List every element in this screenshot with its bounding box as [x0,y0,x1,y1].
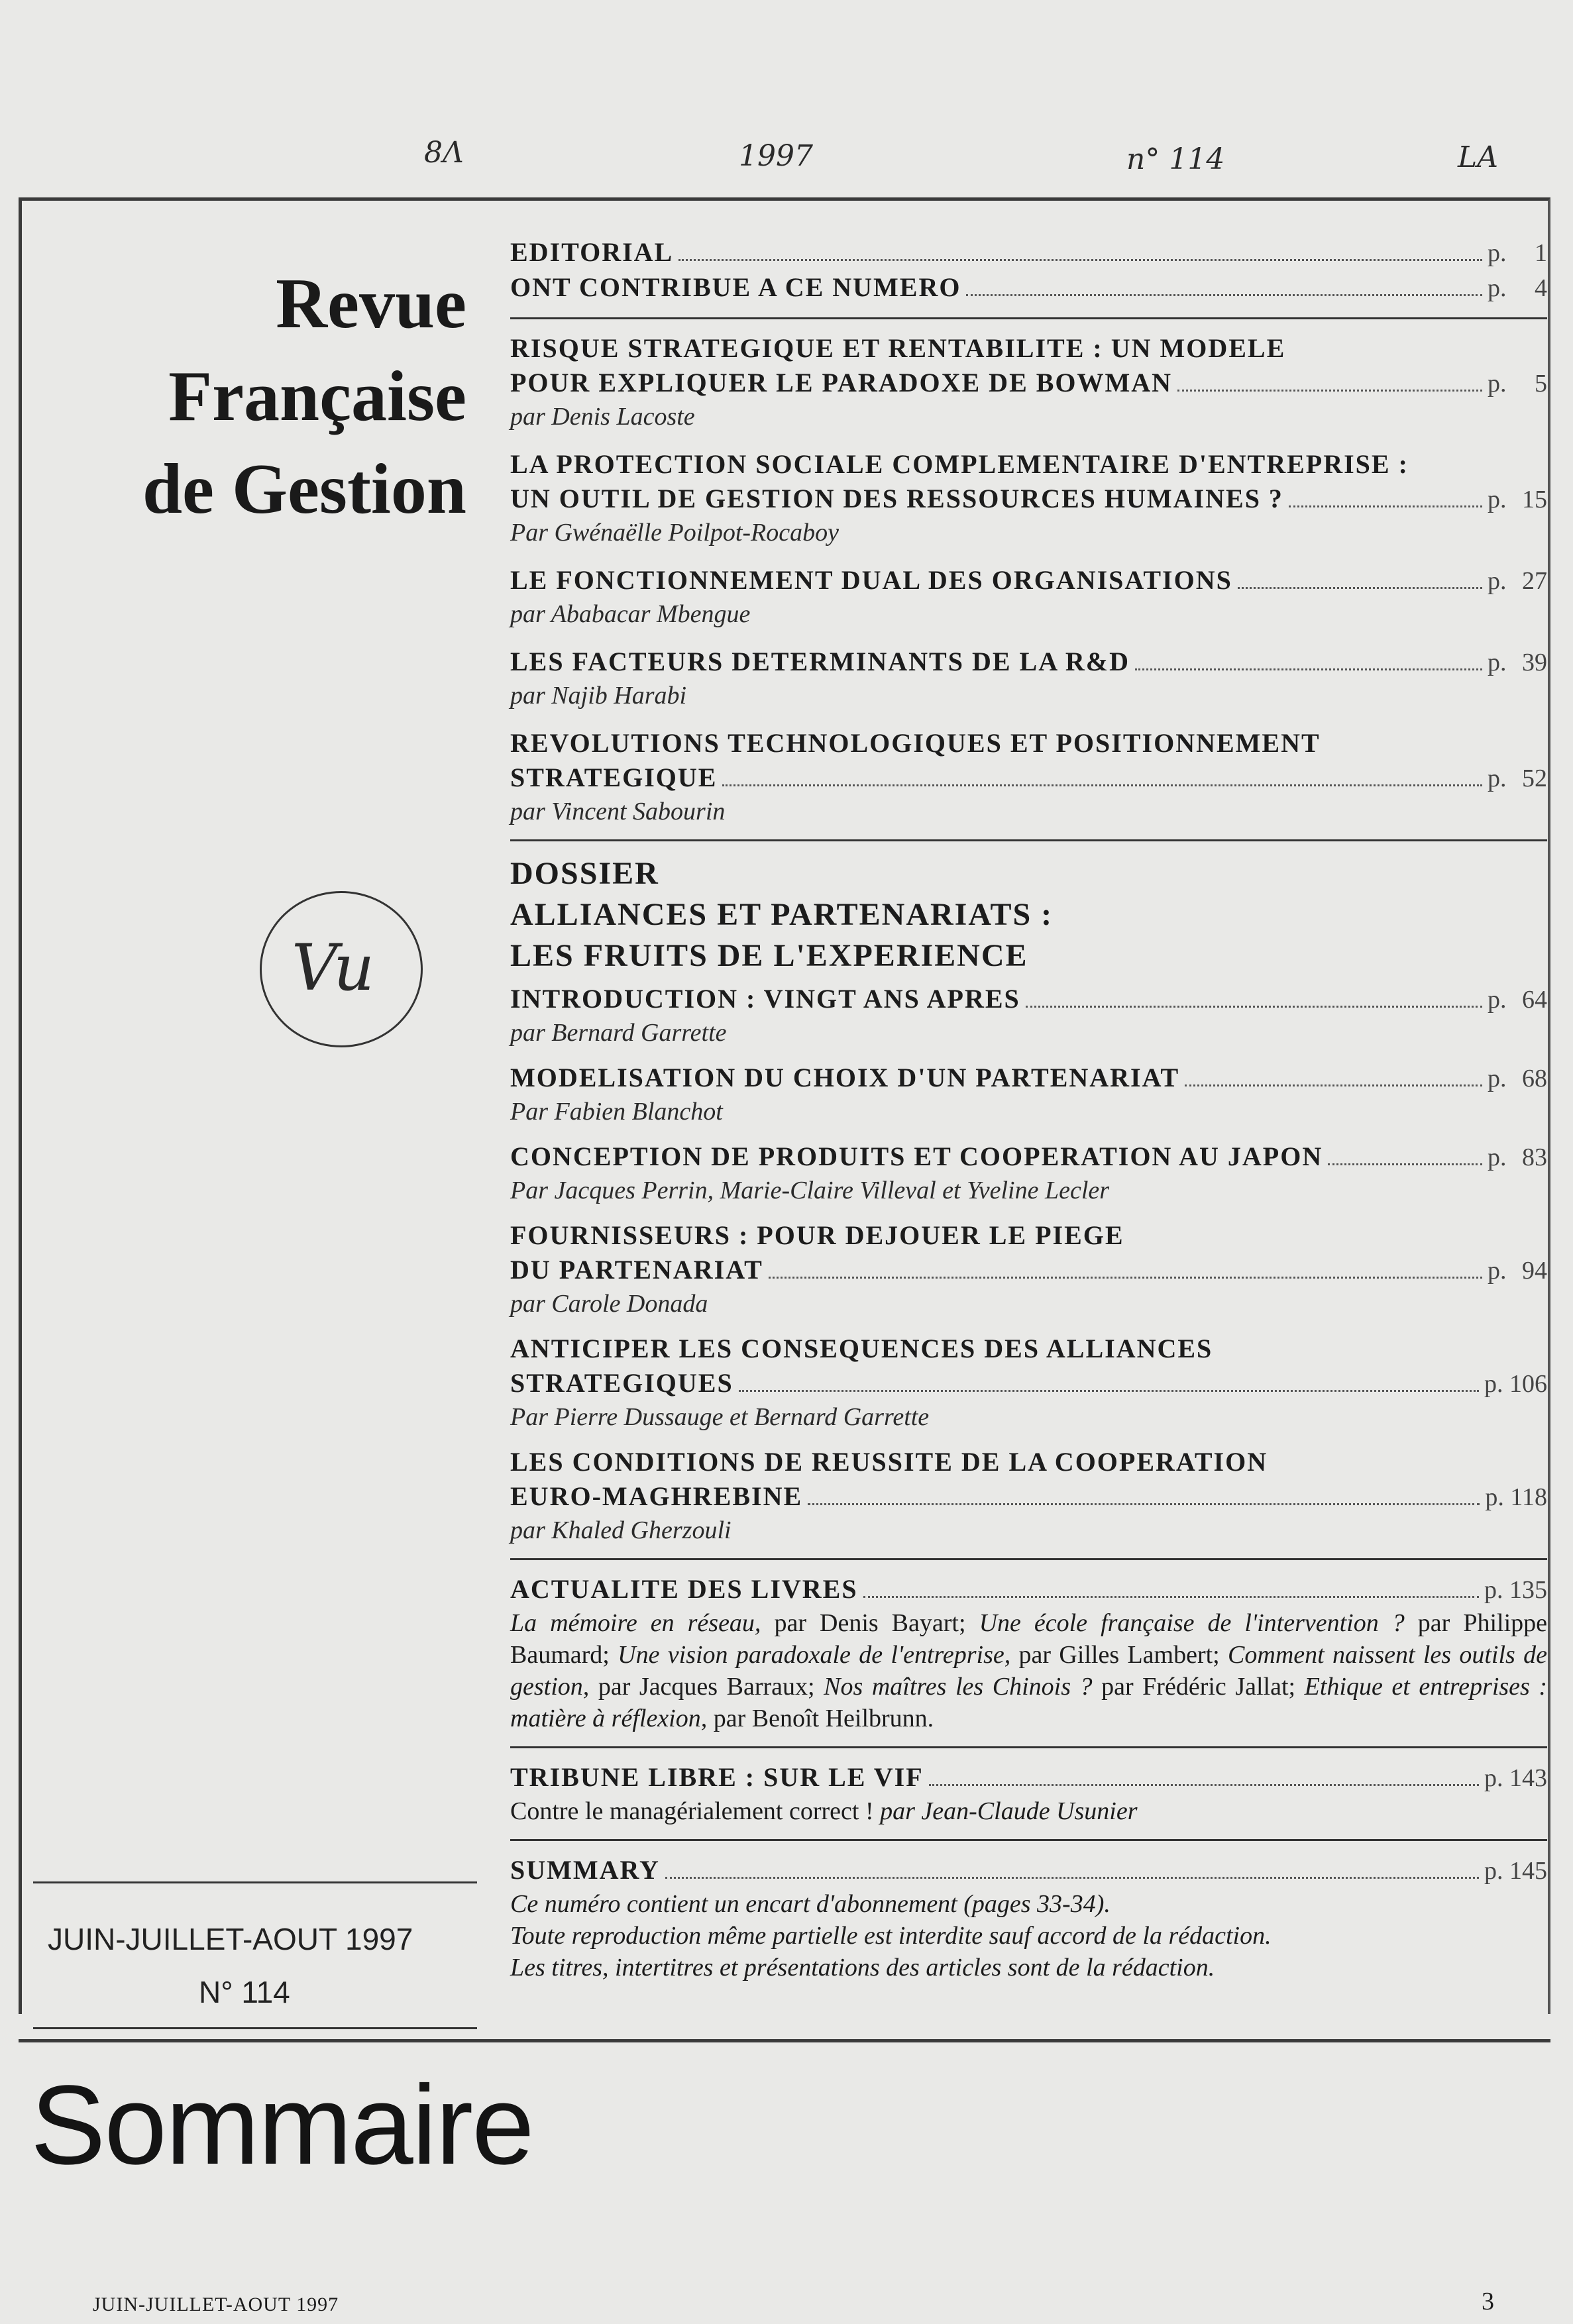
toc-entry-article[interactable] [510,563,1547,630]
section-divider [510,1558,1547,1560]
dot-leader [739,1390,1479,1392]
handwritten-year: 1997 [739,139,813,173]
toc-entry-summary[interactable] [510,1853,1547,1983]
toc-page: p. 83 [1488,1143,1547,1171]
toc-page: p. 4 [1488,274,1547,302]
toc-title-line: TRIBUNE LIBRE : SUR LE VIF [510,1762,924,1792]
toc-entry-dossier[interactable] [510,1218,1547,1320]
section-divider [510,317,1547,319]
left-rule-bottom [33,2027,477,2029]
toc-page: p. 135 [1484,1576,1547,1604]
dot-leader [1135,668,1482,670]
handwritten-number: n° 114 [1126,142,1225,176]
frame-bottom-rule [19,2039,1550,2042]
dot-leader [665,1877,1479,1879]
toc-title-line: UN OUTIL DE GESTION DES RESSOURCES HUMAINES ? [510,484,1283,513]
masthead-line-1: Revue [276,264,466,343]
toc-entry-article[interactable] [510,645,1547,712]
toc-page: p. 64 [1488,986,1547,1014]
dot-leader [722,784,1482,786]
toc-title-line: POUR EXPLIQUER LE PARADOXE DE BOWMAN [510,368,1173,397]
toc-entry-article[interactable] [510,726,1547,827]
toc-page: p. 106 [1484,1370,1547,1398]
dot-leader [966,294,1482,296]
dossier-label: DOSSIER [510,856,659,891]
dot-leader [1289,505,1482,507]
footer-page-number: 3 [1482,2288,1494,2315]
titles-note: Les titres, intertitres et présentations des articles sont de la rédaction. [510,1954,1215,1981]
left-rule-top [33,1881,477,1883]
sommaire-heading: Sommaire [30,2062,533,2188]
toc-page: p. 94 [1488,1257,1547,1285]
toc-entry-dossier[interactable] [510,1332,1547,1433]
toc-entry-article[interactable] [510,331,1547,433]
toc-author: par Vincent Sabourin [510,798,726,825]
toc-entry-dossier[interactable] [510,1445,1547,1546]
toc-author: par Carole Donada [510,1290,708,1318]
toc-author: par Khaled Gherzouli [510,1516,732,1544]
toc-title-line: ACTUALITE DES LIVRES [510,1574,858,1604]
toc-author: Par Pierre Dussauge et Bernard Garrette [510,1403,930,1431]
toc-title-line: FOURNISSEURS : POUR DEJOUER LE PIEGE [510,1220,1124,1250]
toc-title-line: REVOLUTIONS TECHNOLOGIQUES ET POSITIONNEMENT [510,728,1321,758]
subscription-note: Ce numéro contient un encart d'abonnement (pages 33-34). [510,1890,1111,1918]
dossier-title-line: ALLIANCES ET PARTENARIATS : [510,897,1054,932]
toc-entry-contributors[interactable] [510,270,1547,305]
toc-entry-article[interactable] [510,447,1547,549]
dot-leader [769,1277,1482,1279]
handwritten-initials: LA [1458,140,1498,174]
dot-leader [1026,1006,1482,1008]
dot-leader [1328,1163,1482,1165]
footer-issue: JUIN-JUILLET-AOUT 1997 [93,2294,339,2315]
dot-leader [1177,390,1482,392]
tribune-subtitle: Contre le managérialement correct ! par Jean-Claude Usunier [510,1797,1138,1825]
toc-author: Par Jacques Perrin, Marie-Claire Villeval et Yveline Lecler [510,1177,1110,1204]
toc-title-line: RISQUE STRATEGIQUE ET RENTABILITE : UN MODELE [510,333,1286,363]
toc-title: ONT CONTRIBUE A CE NUMERO [510,272,961,302]
toc-page: p. 1 [1488,239,1547,267]
reproduction-note: Toute reproduction même partielle est interdite sauf accord de la rédaction. [510,1922,1272,1950]
toc-page: p. 27 [1488,567,1547,595]
toc-author: Par Gwénaëlle Poilpot-Rocaboy [510,519,839,547]
dossier-heading [510,853,1547,977]
toc-entry-dossier[interactable] [510,1061,1547,1128]
section-divider [510,1746,1547,1748]
toc-title-line: DU PARTENARIAT [510,1255,763,1285]
toc-page: p. 143 [1484,1764,1547,1792]
section-divider [510,839,1547,841]
toc-entry-dossier[interactable] [510,982,1547,1049]
toc-page: p. 39 [1488,649,1547,676]
table-of-contents [510,235,1547,1983]
dot-leader [1238,587,1482,589]
toc-page: p. 145 [1484,1857,1547,1885]
toc-title-line: LA PROTECTION SOCIALE COMPLEMENTAIRE D'ENTREPRISE : [510,449,1409,479]
toc-title-line: CONCEPTION DE PRODUITS ET COOPERATION AU JAPON [510,1141,1323,1171]
toc-title-line: STRATEGIQUE [510,763,718,792]
issue-number: N° 114 [199,1975,290,2009]
toc-page: p. 118 [1485,1483,1547,1511]
toc-author: par Najib Harabi [510,682,687,710]
toc-entry-tribune[interactable] [510,1760,1547,1827]
toc-page: p. 5 [1488,370,1547,397]
handwritten-note-1: 8Λ [424,136,464,170]
masthead-line-2: Française [168,357,466,436]
toc-page: p. 15 [1488,486,1547,513]
dossier-title-line: LES FRUITS DE L'EXPERIENCE [510,938,1028,973]
dot-leader [808,1503,1480,1505]
section-divider [510,1839,1547,1841]
toc-title-line: SUMMARY [510,1855,660,1885]
toc-page: p. 52 [1488,765,1547,792]
toc-page: p. 68 [1488,1065,1547,1092]
toc-title-line: STRATEGIQUES [510,1368,733,1398]
toc-author: Par Fabien Blanchot [510,1098,723,1126]
toc-title-line: LES CONDITIONS DE REUSSITE DE LA COOPERATION [510,1447,1268,1477]
toc-title-line: MODELISATION DU CHOIX D'UN PARTENARIAT [510,1063,1180,1092]
toc-title-line: INTRODUCTION : VINGT ANS APRES [510,984,1020,1014]
toc-entry-editorial[interactable] [510,235,1547,270]
dot-leader [678,259,1482,261]
toc-entry-dossier[interactable] [510,1139,1547,1206]
masthead-line-3: de Gestion [142,450,466,529]
toc-author: par Ababacar Mbengue [510,600,751,628]
toc-title-line: LE FONCTIONNEMENT DUAL DES ORGANISATIONS [510,565,1232,595]
toc-title-line: LES FACTEURS DETERMINANTS DE LA R&D [510,647,1130,676]
issue-date: JUIN-JUILLET-AOUT 1997 [48,1922,413,1956]
toc-author: par Denis Lacoste [510,403,695,431]
dot-leader [929,1784,1479,1786]
dot-leader [1185,1084,1482,1086]
toc-title-line: ANTICIPER LES CONSEQUENCES DES ALLIANCES [510,1334,1213,1363]
toc-author: par Bernard Garrette [510,1019,727,1047]
toc-title-line: EURO-MAGHREBINE [510,1481,803,1511]
toc-title: EDITORIAL [510,237,674,267]
books-list: La mémoire en réseau, par Denis Bayart; Une école française de l'intervention ? par Philippe Baumard; Une vision paradoxale de l'entreprise, par Gilles Lambert; Comment naissent les outils de gestion, par Jacques Barraux; Nos maîtres les Chinois ? par Frédéric Jallat; Ethique et entreprises : matière à réflexion, par Benoît Heilbrunn. [510,1609,1548,1732]
dot-leader [863,1596,1479,1598]
handwritten-vu: Vu [292,931,375,1005]
toc-entry-books[interactable] [510,1572,1547,1734]
